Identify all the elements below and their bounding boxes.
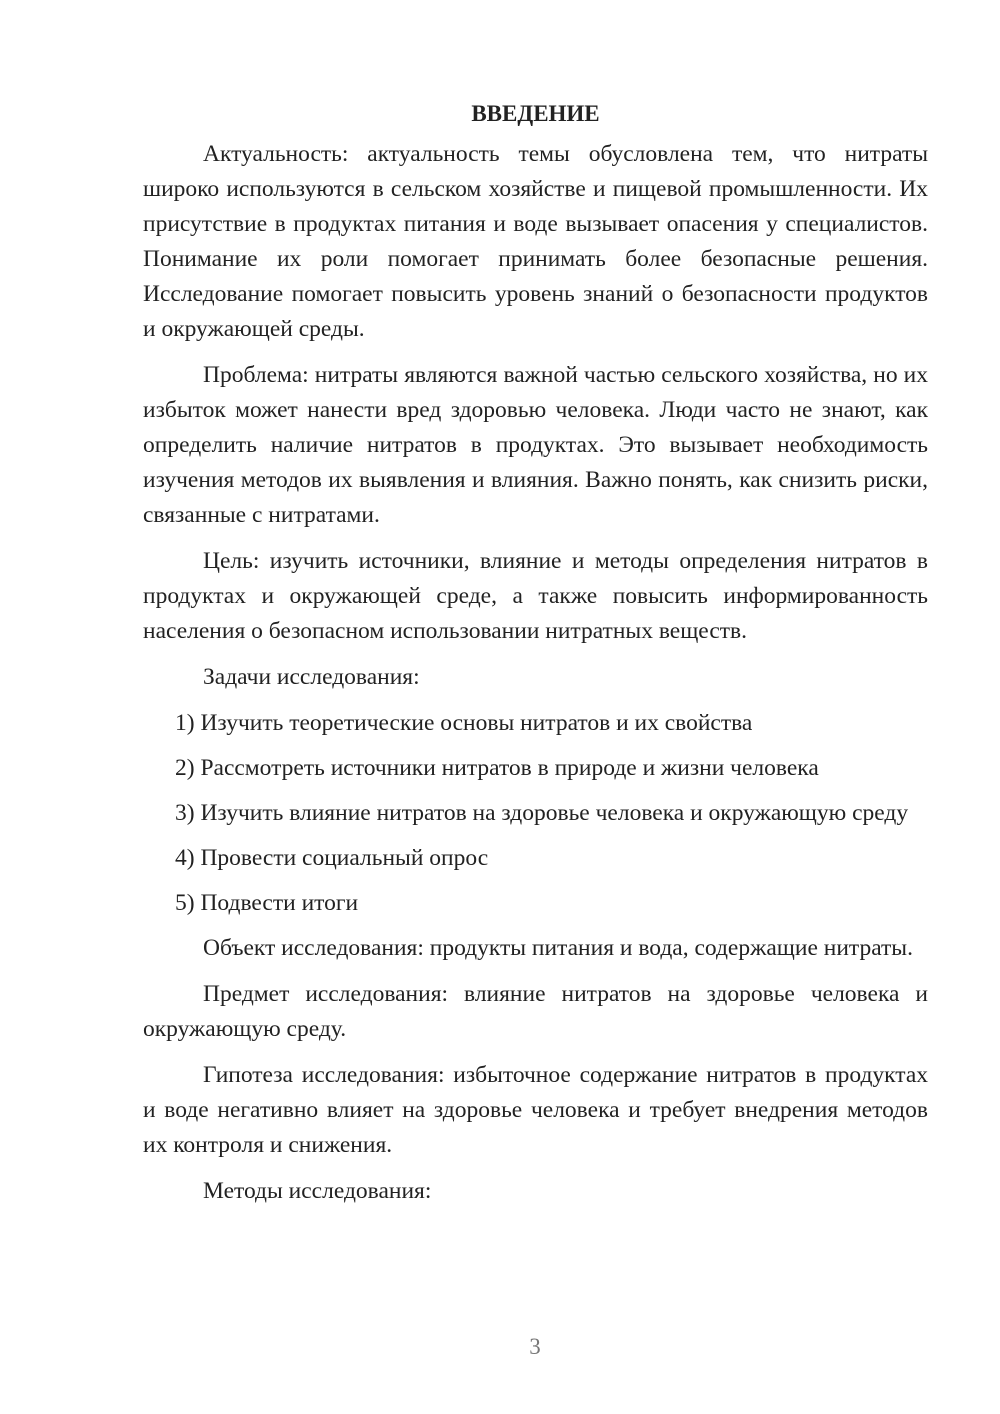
list-item: 5) Подвести итоги bbox=[175, 890, 359, 916]
page-content bbox=[143, 96, 928, 1220]
tasks-heading: Задачи исследования: bbox=[203, 664, 420, 690]
list-item: 1) Изучить теоретические основы нитратов и их свойства bbox=[175, 710, 753, 736]
subject-paragraph: Предмет исследования: влияние нитратов на здоровье человека и окружающую среду. bbox=[143, 981, 928, 1042]
section-title: ВВЕДЕНИЕ bbox=[471, 101, 600, 126]
tasks-list bbox=[143, 706, 928, 921]
list-item: 2) Рассмотреть источники нитратов в природе и жизни человека bbox=[175, 755, 819, 781]
relevance-paragraph: Актуальность: актуальность темы обусловлена тем, что нитраты широко используются в сельском хозяйстве и пищевой промышленности. Их присутствие в продуктах питания и воде вызывает опасения у специалистов. Понимание их роли помогает принимать более безопасные решения. Исследование помогает повысить уровень знаний о безопасности продуктов и окружающей среды. bbox=[143, 141, 928, 342]
methods-heading: Методы исследования: bbox=[203, 1178, 432, 1204]
object-paragraph: Объект исследования: продукты питания и вода, содержащие нитраты. bbox=[203, 935, 913, 961]
problem-paragraph: Проблема: нитраты являются важной частью сельского хозяйства, но их избыток может нанести вред здоровью человека. Люди часто не знают, как определить наличие нитратов в продуктах. Это вызывает необходимость изучения методов их выявления и влияния. Важно понять, как снизить риски, связанные с нитратами. bbox=[143, 362, 928, 528]
hypothesis-paragraph: Гипотеза исследования: избыточное содержание нитратов в продуктах и воде негативно влияет на здоровье человека и требует внедрения методов их контроля и снижения. bbox=[143, 1062, 928, 1158]
list-item: 4) Провести социальный опрос bbox=[175, 845, 489, 871]
goal-paragraph: Цель: изучить источники, влияние и методы определения нитратов в продуктах и окружающей среде, а также повысить информированность населения о безопасном использовании нитратных веществ. bbox=[143, 548, 928, 644]
list-item: 3) Изучить влияние нитратов на здоровье человека и окружающую среду bbox=[175, 800, 909, 826]
page-number: 3 bbox=[529, 1334, 541, 1359]
